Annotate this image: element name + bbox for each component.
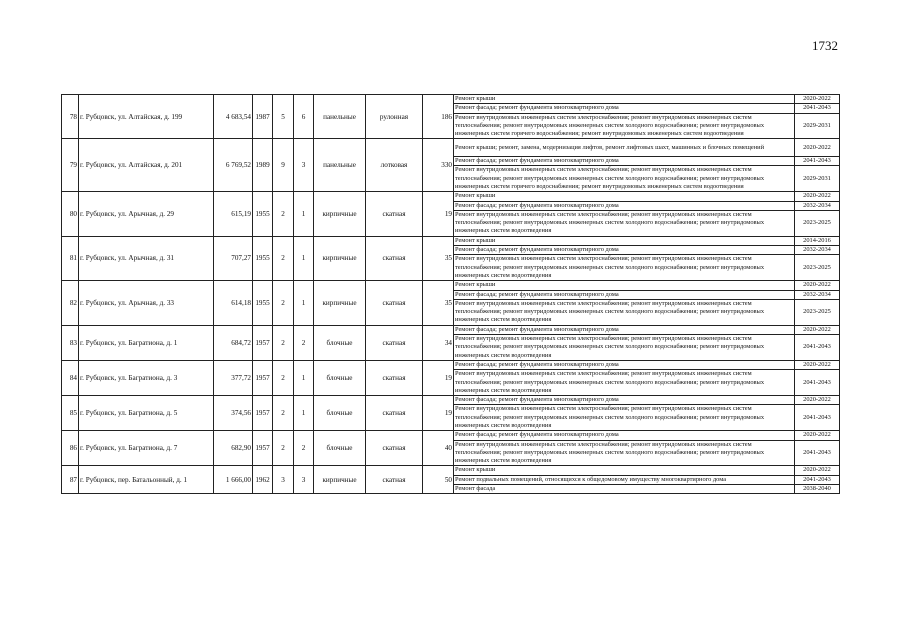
floors-cell: 2 <box>273 281 294 325</box>
work-type-cell: Ремонт внутридомовых инженерных систем электроснабжения; ремонт внутридомовых инженерных систем теплоснабжения; ремонт внутридомовых инженерных систем холодного водоснабжения; ремонт внутридомовых инженерных систем водоотведения <box>454 210 795 236</box>
capital-repair-table <box>61 94 840 494</box>
year-cell: 1955 <box>253 236 273 280</box>
wall-material-cell: кирпичные <box>314 466 366 494</box>
period-cell: 2041-2043 <box>795 475 840 484</box>
work-type-cell: Ремонт внутридомовых инженерных систем электроснабжения; ремонт внутридомовых инженерных систем теплоснабжения; ремонт внутридомовых инженерных систем холодного водоснабжения; ремонт внутридомовых инженерных систем водоотведения <box>454 299 795 325</box>
floors-cell: 2 <box>273 431 294 466</box>
roof-type-cell: скатная <box>366 466 423 494</box>
number-cell: 86 <box>62 431 79 466</box>
table-row <box>62 139 840 157</box>
address-cell: г. Рубцовск, ул. Арычная, д. 29 <box>79 192 214 236</box>
work-type-cell: Ремонт внутридомовых инженерных систем электроснабжения; ремонт внутридомовых инженерных систем теплоснабжения; ремонт внутридомовых инженерных систем холодного водоснабжения; ремонт внутридомовых инженерных систем водоотведения <box>454 405 795 431</box>
table-row <box>62 396 840 405</box>
address-cell: г. Рубцовск, ул. Багратиона, д. 1 <box>79 325 214 360</box>
floors-cell: 2 <box>273 192 294 236</box>
period-cell: 2020-2022 <box>795 95 840 104</box>
address-cell: г. Рубцовск, ул. Алтайская, д. 199 <box>79 95 214 139</box>
roof-type-cell: скатная <box>366 396 423 431</box>
floors-cell: 2 <box>273 236 294 280</box>
entrances-cell: 1 <box>294 236 314 280</box>
period-cell: 2023-2025 <box>795 299 840 325</box>
address-cell: г. Рубцовск, ул. Алтайская, д. 201 <box>79 139 214 192</box>
number-cell: 80 <box>62 192 79 236</box>
period-cell: 2020-2022 <box>795 360 840 369</box>
table-row <box>62 431 840 440</box>
period-cell: 2029-2031 <box>795 166 840 192</box>
number-cell: 85 <box>62 396 79 431</box>
roof-type-cell: скатная <box>366 360 423 395</box>
number-cell: 78 <box>62 95 79 139</box>
wall-material-cell: кирпичные <box>314 236 366 280</box>
work-type-cell: Ремонт внутридомовых инженерных систем электроснабжения; ремонт внутридомовых инженерных систем теплоснабжения; ремонт внутридомовых инженерных систем холодного водоснабжения; ремонт внутридомовых инженерных систем водоотведения <box>454 440 795 466</box>
number-cell: 83 <box>62 325 79 360</box>
roof-type-cell: скатная <box>366 236 423 280</box>
period-cell: 2032-2034 <box>795 246 840 255</box>
roof-type-cell: лотковая <box>366 139 423 192</box>
table-row <box>62 360 840 369</box>
period-cell: 2041-2043 <box>795 335 840 361</box>
year-cell: 1987 <box>253 95 273 139</box>
year-cell: 1989 <box>253 139 273 192</box>
table-row <box>62 236 840 245</box>
work-type-cell: Ремонт крыши <box>454 95 795 104</box>
roof-type-cell: скатная <box>366 431 423 466</box>
period-cell: 2041-2043 <box>795 440 840 466</box>
work-type-cell: Ремонт внутридомовых инженерных систем электроснабжения; ремонт внутридомовых инженерных систем теплоснабжения; ремонт внутридомовых инженерных систем холодного водоснабжения; ремонт внутридомовых инженерных систем водоотведения <box>454 255 795 281</box>
wall-material-cell: кирпичные <box>314 192 366 236</box>
year-cell: 1957 <box>253 325 273 360</box>
period-cell: 2020-2022 <box>795 325 840 334</box>
work-type-cell: Ремонт внутридомовых инженерных систем электроснабжения; ремонт внутридомовых инженерных систем теплоснабжения; ремонт внутридомовых инженерных систем холодного водоснабжения; ремонт внутридомовых инженерных систем горячего водоснабжения; ремонт внутридомовых инженерных систем водоотведения <box>454 113 795 139</box>
work-type-cell: Ремонт крыши <box>454 192 795 201</box>
area-cell: 707,27 <box>214 236 253 280</box>
entrances-cell: 1 <box>294 281 314 325</box>
work-type-cell: Ремонт фасада; ремонт фундамента многоквартирного дома <box>454 360 795 369</box>
wall-material-cell: блочные <box>314 325 366 360</box>
address-cell: г. Рубцовск, ул. Арычная, д. 31 <box>79 236 214 280</box>
year-cell: 1957 <box>253 431 273 466</box>
wall-material-cell: блочные <box>314 396 366 431</box>
area-cell: 615,19 <box>214 192 253 236</box>
roof-type-cell: скатная <box>366 281 423 325</box>
year-cell: 1957 <box>253 360 273 395</box>
count-cell: 35 <box>423 281 454 325</box>
work-type-cell: Ремонт фасада; ремонт фундамента многоквартирного дома <box>454 290 795 299</box>
wall-material-cell: панельные <box>314 139 366 192</box>
work-type-cell: Ремонт фасада; ремонт фундамента многоквартирного дома <box>454 104 795 113</box>
area-cell: 614,18 <box>214 281 253 325</box>
period-cell: 2041-2043 <box>795 104 840 113</box>
period-cell: 2020-2022 <box>795 281 840 290</box>
work-type-cell: Ремонт фасада <box>454 485 795 494</box>
floors-cell: 2 <box>273 325 294 360</box>
count-cell: 50 <box>423 466 454 494</box>
area-cell: 4 683,54 <box>214 95 253 139</box>
entrances-cell: 3 <box>294 139 314 192</box>
year-cell: 1955 <box>253 281 273 325</box>
number-cell: 81 <box>62 236 79 280</box>
work-type-cell: Ремонт внутридомовых инженерных систем электроснабжения; ремонт внутридомовых инженерных систем теплоснабжения; ремонт внутридомовых инженерных систем холодного водоснабжения; ремонт внутридомовых инженерных систем водоотведения <box>454 335 795 361</box>
address-cell: г. Рубцовск, ул. Арычная, д. 33 <box>79 281 214 325</box>
area-cell: 682,90 <box>214 431 253 466</box>
table-row <box>62 466 840 475</box>
number-cell: 79 <box>62 139 79 192</box>
area-cell: 374,56 <box>214 396 253 431</box>
work-type-cell: Ремонт внутридомовых инженерных систем электроснабжения; ремонт внутридомовых инженерных систем теплоснабжения; ремонт внутридомовых инженерных систем холодного водоснабжения; ремонт внутридомовых инженерных систем горячего водоснабжения; ремонт внутридомовых инженерных систем водоотведения <box>454 166 795 192</box>
work-type-cell: Ремонт крыши; ремонт, замена, модернизация лифтов, ремонт лифтовых шахт, машинных и блочных помещений <box>454 139 795 157</box>
roof-type-cell: скатная <box>366 192 423 236</box>
entrances-cell: 1 <box>294 360 314 395</box>
period-cell: 2041-2043 <box>795 157 840 166</box>
wall-material-cell: панельные <box>314 95 366 139</box>
table-row <box>62 192 840 201</box>
period-cell: 2014-2016 <box>795 236 840 245</box>
entrances-cell: 2 <box>294 325 314 360</box>
address-cell: г. Рубцовск, пер. Батальонный, д. 1 <box>79 466 214 494</box>
work-type-cell: Ремонт фасада; ремонт фундамента многоквартирного дома <box>454 246 795 255</box>
floors-cell: 2 <box>273 396 294 431</box>
work-type-cell: Ремонт фасада; ремонт фундамента многоквартирного дома <box>454 157 795 166</box>
period-cell: 2038-2040 <box>795 485 840 494</box>
count-cell: 19 <box>423 396 454 431</box>
floors-cell: 3 <box>273 466 294 494</box>
work-type-cell: Ремонт крыши <box>454 466 795 475</box>
year-cell: 1955 <box>253 192 273 236</box>
period-cell: 2020-2022 <box>795 466 840 475</box>
period-cell: 2029-2031 <box>795 113 840 139</box>
floors-cell: 9 <box>273 139 294 192</box>
period-cell: 2041-2043 <box>795 370 840 396</box>
work-type-cell: Ремонт фасада; ремонт фундамента многоквартирного дома <box>454 396 795 405</box>
wall-material-cell: блочные <box>314 360 366 395</box>
period-cell: 2041-2043 <box>795 405 840 431</box>
address-cell: г. Рубцовск, ул. Багратиона, д. 7 <box>79 431 214 466</box>
period-cell: 2020-2022 <box>795 396 840 405</box>
work-type-cell: Ремонт внутридомовых инженерных систем электроснабжения; ремонт внутридомовых инженерных систем теплоснабжения; ремонт внутридомовых инженерных систем холодного водоснабжения; ремонт внутридомовых инженерных систем водоотведения <box>454 370 795 396</box>
work-type-cell: Ремонт крыши <box>454 236 795 245</box>
entrances-cell: 2 <box>294 431 314 466</box>
period-cell: 2023-2025 <box>795 255 840 281</box>
address-cell: г. Рубцовск, ул. Багратиона, д. 5 <box>79 396 214 431</box>
work-type-cell: Ремонт фасада; ремонт фундамента многоквартирного дома <box>454 325 795 334</box>
roof-type-cell: скатная <box>366 325 423 360</box>
area-cell: 1 666,00 <box>214 466 253 494</box>
year-cell: 1957 <box>253 396 273 431</box>
work-type-cell: Ремонт крыши <box>454 281 795 290</box>
wall-material-cell: кирпичные <box>314 281 366 325</box>
period-cell: 2032-2034 <box>795 290 840 299</box>
count-cell: 19 <box>423 360 454 395</box>
period-cell: 2020-2022 <box>795 139 840 157</box>
year-cell: 1962 <box>253 466 273 494</box>
count-cell: 19 <box>423 192 454 236</box>
page-number: 1732 <box>812 38 838 53</box>
count-cell: 34 <box>423 325 454 360</box>
period-cell: 2020-2022 <box>795 192 840 201</box>
count-cell: 330 <box>423 139 454 192</box>
number-cell: 82 <box>62 281 79 325</box>
entrances-cell: 1 <box>294 192 314 236</box>
count-cell: 186 <box>423 95 454 139</box>
number-cell: 87 <box>62 466 79 494</box>
table-row <box>62 325 840 334</box>
floors-cell: 5 <box>273 95 294 139</box>
area-cell: 6 769,52 <box>214 139 253 192</box>
wall-material-cell: блочные <box>314 431 366 466</box>
area-cell: 377,72 <box>214 360 253 395</box>
count-cell: 35 <box>423 236 454 280</box>
entrances-cell: 6 <box>294 95 314 139</box>
work-type-cell: Ремонт подвальных помещений, относящихся к общедомовому имуществу многоквартирного дома <box>454 475 795 484</box>
work-type-cell: Ремонт фасада; ремонт фундамента многоквартирного дома <box>454 201 795 210</box>
address-cell: г. Рубцовск, ул. Багратиона, д. 3 <box>79 360 214 395</box>
period-cell: 2032-2034 <box>795 201 840 210</box>
period-cell: 2023-2025 <box>795 210 840 236</box>
entrances-cell: 3 <box>294 466 314 494</box>
count-cell: 40 <box>423 431 454 466</box>
roof-type-cell: рулонная <box>366 95 423 139</box>
area-cell: 684,72 <box>214 325 253 360</box>
period-cell: 2020-2022 <box>795 431 840 440</box>
floors-cell: 2 <box>273 360 294 395</box>
work-type-cell: Ремонт фасада; ремонт фундамента многоквартирного дома <box>454 431 795 440</box>
entrances-cell: 1 <box>294 396 314 431</box>
number-cell: 84 <box>62 360 79 395</box>
table-row <box>62 95 840 104</box>
table-row <box>62 281 840 290</box>
